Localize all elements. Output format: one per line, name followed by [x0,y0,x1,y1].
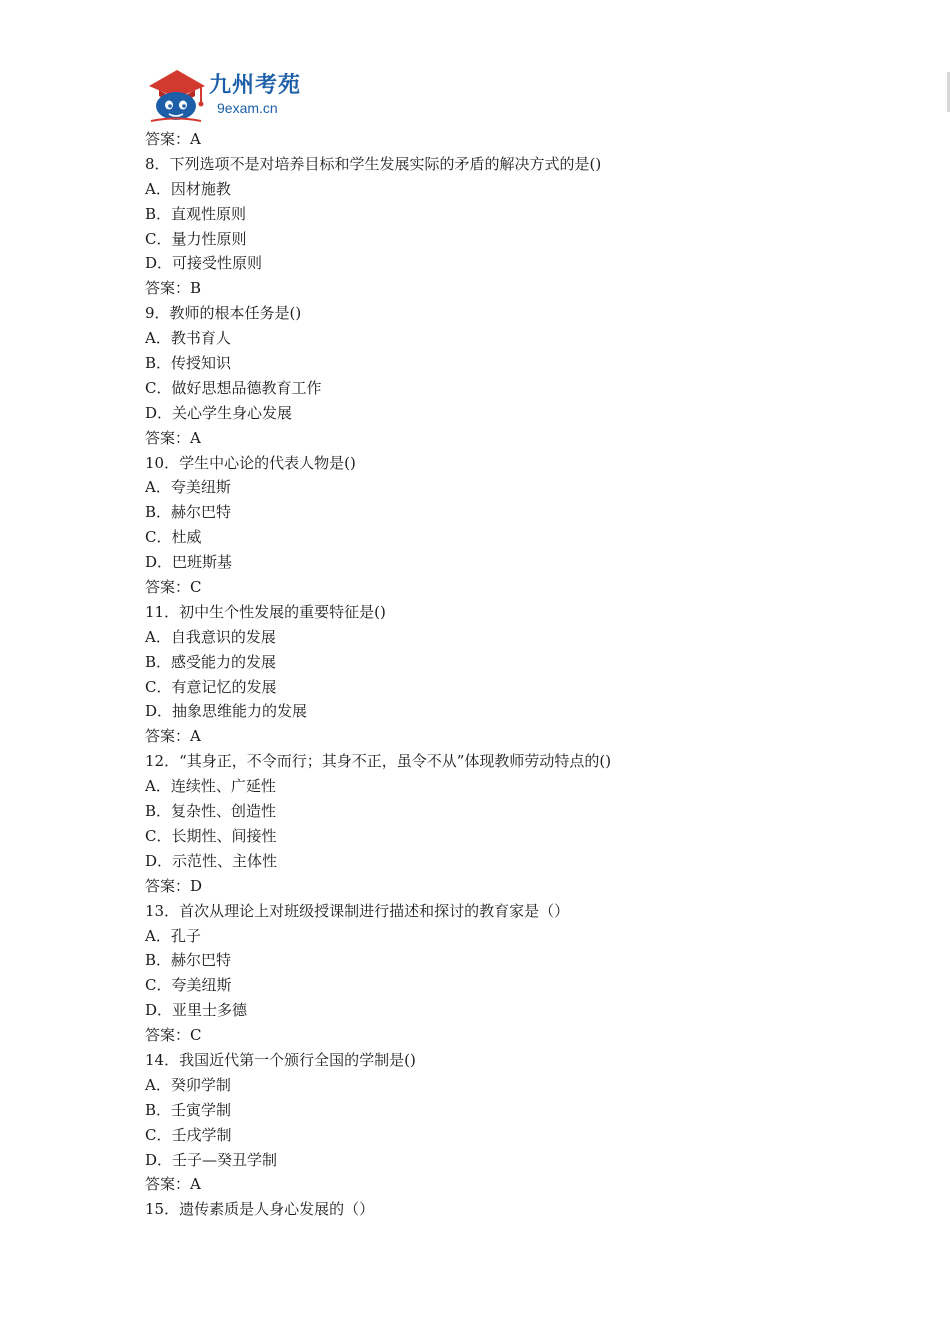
text-line: B．壬寅学制 [145,1100,232,1119]
text-line: 8．下列选项不是对培养目标和学生发展实际的矛盾的解决方式的是() [145,154,602,173]
text-line: A．教书育人 [145,329,231,348]
text-line: 9．教师的根本任务是() [145,304,302,323]
text-line: B．直观性原则 [145,204,247,223]
text-line: A．孔子 [145,926,201,945]
text-line: 13．首次从理论上对班级授课制进行描述和探讨的教育家是（） [145,901,570,920]
text-line: 14．我国近代第一个颁行全国的学制是() [145,1050,416,1069]
text-line: 答案：A [145,1175,201,1194]
text-line: 答案：A [145,727,201,746]
logo-domain: 9exam.cn [217,100,278,116]
text-line: A．自我意识的发展 [145,627,276,646]
text-line: A．夸美纽斯 [145,478,231,497]
text-line: 15．遗传素质是人身心发展的（） [145,1200,375,1219]
text-line: C．夸美纽斯 [145,976,232,995]
text-line: B．赫尔巴特 [145,503,232,522]
text-line: A．癸卯学制 [145,1075,231,1094]
text-line: D．示范性、主体性 [145,851,278,870]
text-line: D．巴班斯基 [145,553,233,572]
site-logo [145,66,308,124]
text-line: 11．初中生个性发展的重要特征是() [145,602,386,621]
text-line: A．因材施教 [145,179,231,198]
text-line: C．做好思想品德教育工作 [145,378,322,397]
text-line: 答案：D [145,876,203,895]
graduation-cap-mascot-icon [145,66,207,124]
question-list [145,127,865,1222]
logo-text [209,75,301,115]
text-line: C．杜威 [145,528,202,547]
text-line: D．壬子—癸丑学制 [145,1150,278,1169]
text-line: 答案：B [145,279,202,298]
text-line: B．赫尔巴特 [145,951,232,970]
text-line: B．感受能力的发展 [145,652,277,671]
text-line: 12．“其身正，不令而行；其身不正，虽令不从”体现教师劳动特点的() [145,752,612,771]
text-line: 10．学生中心论的代表人物是() [145,453,356,472]
text-line: 答案：A [145,428,201,447]
text-line: D．关心学生身心发展 [145,403,293,422]
text-line: D．抽象思维能力的发展 [145,702,308,721]
text-line: 答案：C [145,578,202,597]
text-line: B．传授知识 [145,354,232,373]
text-line: 答案：C [145,1026,202,1045]
text-line: 答案：A [145,130,201,148]
logo-chinese-name: 九州考苑 [209,73,302,98]
text-line: C．有意记忆的发展 [145,677,277,696]
text-line: A．连续性、广延性 [145,777,276,796]
text-line: D．可接受性原则 [145,254,263,273]
text-line: C．壬戌学制 [145,1125,232,1144]
text-line: D．亚里士多德 [145,1001,248,1020]
text-line: C．长期性、间接性 [145,826,277,845]
text-line: B．复杂性、创造性 [145,802,277,821]
text-line: C．量力性原则 [145,229,247,248]
